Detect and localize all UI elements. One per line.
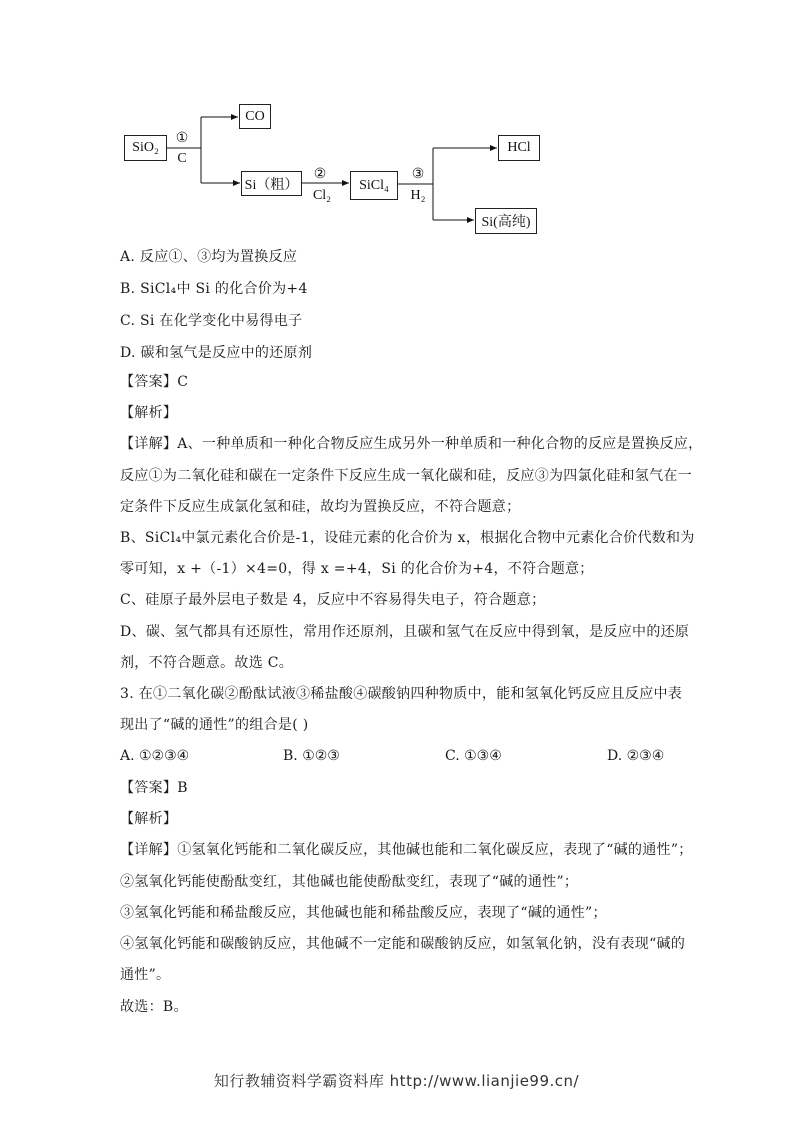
step2-number: ②	[313, 167, 327, 182]
q2-option-c: C. Si 在化学变化中易得电子	[120, 313, 303, 329]
diagram-lines	[0, 0, 793, 245]
q3-answer	[120, 778, 188, 798]
q2-detail-line: 【详解】A、一种单质和一种化合物反应生成另外一种单质和一种化合物的反应是置换反应，	[120, 436, 703, 452]
q3-option-c: C. ①③④	[445, 748, 502, 764]
box-co: CO	[239, 104, 271, 129]
q3-option-b: B. ①②③	[283, 748, 340, 764]
q2-detail-line: 反应①为二氧化硅和碳在一定条件下反应生成一氧化碳和硅，反应③为四氯化硅和氢气在一	[120, 468, 692, 484]
box-sicl4: SiCl₄	[350, 171, 398, 200]
q3-detail-line: ④氢氧化钙能和碳酸钠反应，其他碱不一定能和碳酸钠反应，如氢氧化钠，没有表现“碱的	[120, 936, 686, 952]
q2-option-a: A. 反应①、③均为置换反应	[120, 249, 298, 265]
answer-value: B	[177, 780, 188, 796]
q3-analysis-tag: 【解析】	[120, 811, 178, 827]
q3-detail-line: 通性”。	[120, 967, 171, 983]
q2-detail-line: C、硅原子最外层电子数是 4，反应中不容易得失电子，符合题意；	[120, 592, 546, 608]
step3-number: ③	[411, 167, 425, 182]
q3-option-a: A. ①②③④	[120, 748, 190, 764]
answer-tag: 【答案】	[120, 374, 178, 390]
reaction-flow-diagram	[0, 0, 793, 245]
q3-detail-line: ③氢氧化钙能和稀盐酸反应，其他碱也能和稀盐酸反应，表现了“碱的通性”；	[120, 905, 607, 921]
box-sio2: SiO₂	[124, 135, 167, 161]
q3-stem-line: 现出了“碱的通性”的组合是( )	[120, 717, 309, 733]
box-hcl: HCl	[498, 135, 540, 161]
footer-watermark: 知行教辅资料学霸资料库 http://www.lianjie99.cn/	[213, 1072, 580, 1090]
step3-reagent: H₂	[410, 188, 426, 203]
answer-tag: 【答案】	[120, 780, 178, 796]
q2-option-d: D. 碳和氢气是反应中的还原剂	[120, 345, 313, 361]
step1-reagent: C	[177, 151, 187, 166]
q2-detail-line: B、SiCl₄中氯元素化合价是-1，设硅元素的化合价为 x，根据化合物中元素化合价代数和为	[120, 530, 695, 546]
q3-detail-line: 【详解】①氢氧化钙能和二氧化碳反应，其他碱也能和二氧化碳反应，表现了“碱的通性”；	[120, 842, 693, 858]
q2-option-b: B. SiCl₄中 Si 的化合价为+4	[120, 281, 308, 297]
q3-detail-line: ②氢氧化钙能使酚酞变红，其他碱也能使酚酞变红，表现了“碱的通性”；	[120, 874, 579, 890]
step1-number: ①	[175, 131, 189, 146]
answer-value: C	[177, 374, 189, 390]
q2-analysis-tag: 【解析】	[120, 405, 178, 421]
q3-stem-line: 3. 在①二氧化碳②酚酞试液③稀盐酸④碳酸钠四种物质中，能和氢氧化钙反应且反应中表	[120, 686, 683, 702]
box-si-crude: Si（粗）	[241, 171, 302, 196]
box-si-pure: Si(高纯)	[475, 208, 537, 234]
q2-answer	[120, 372, 188, 392]
q2-detail-line: 剂，不符合题意。故选 C。	[120, 655, 294, 671]
step2-reagent: Cl₂	[312, 188, 332, 203]
q2-detail-line: D、碳、氢气都具有还原性，常用作还原剂，且碳和氢气在反应中得到氧，是反应中的还原	[120, 624, 690, 640]
q2-detail-line: 零可知，x +（-1）×4=0，得 x =+4，Si 的化合价为+4，不符合题意；	[120, 561, 594, 577]
q3-detail-line: 故选：B。	[120, 999, 188, 1015]
q3-option-d: D. ②③④	[607, 748, 665, 764]
q2-detail-line: 定条件下反应生成氯化氢和硅，故均为置换反应，不符合题意；	[120, 499, 521, 515]
